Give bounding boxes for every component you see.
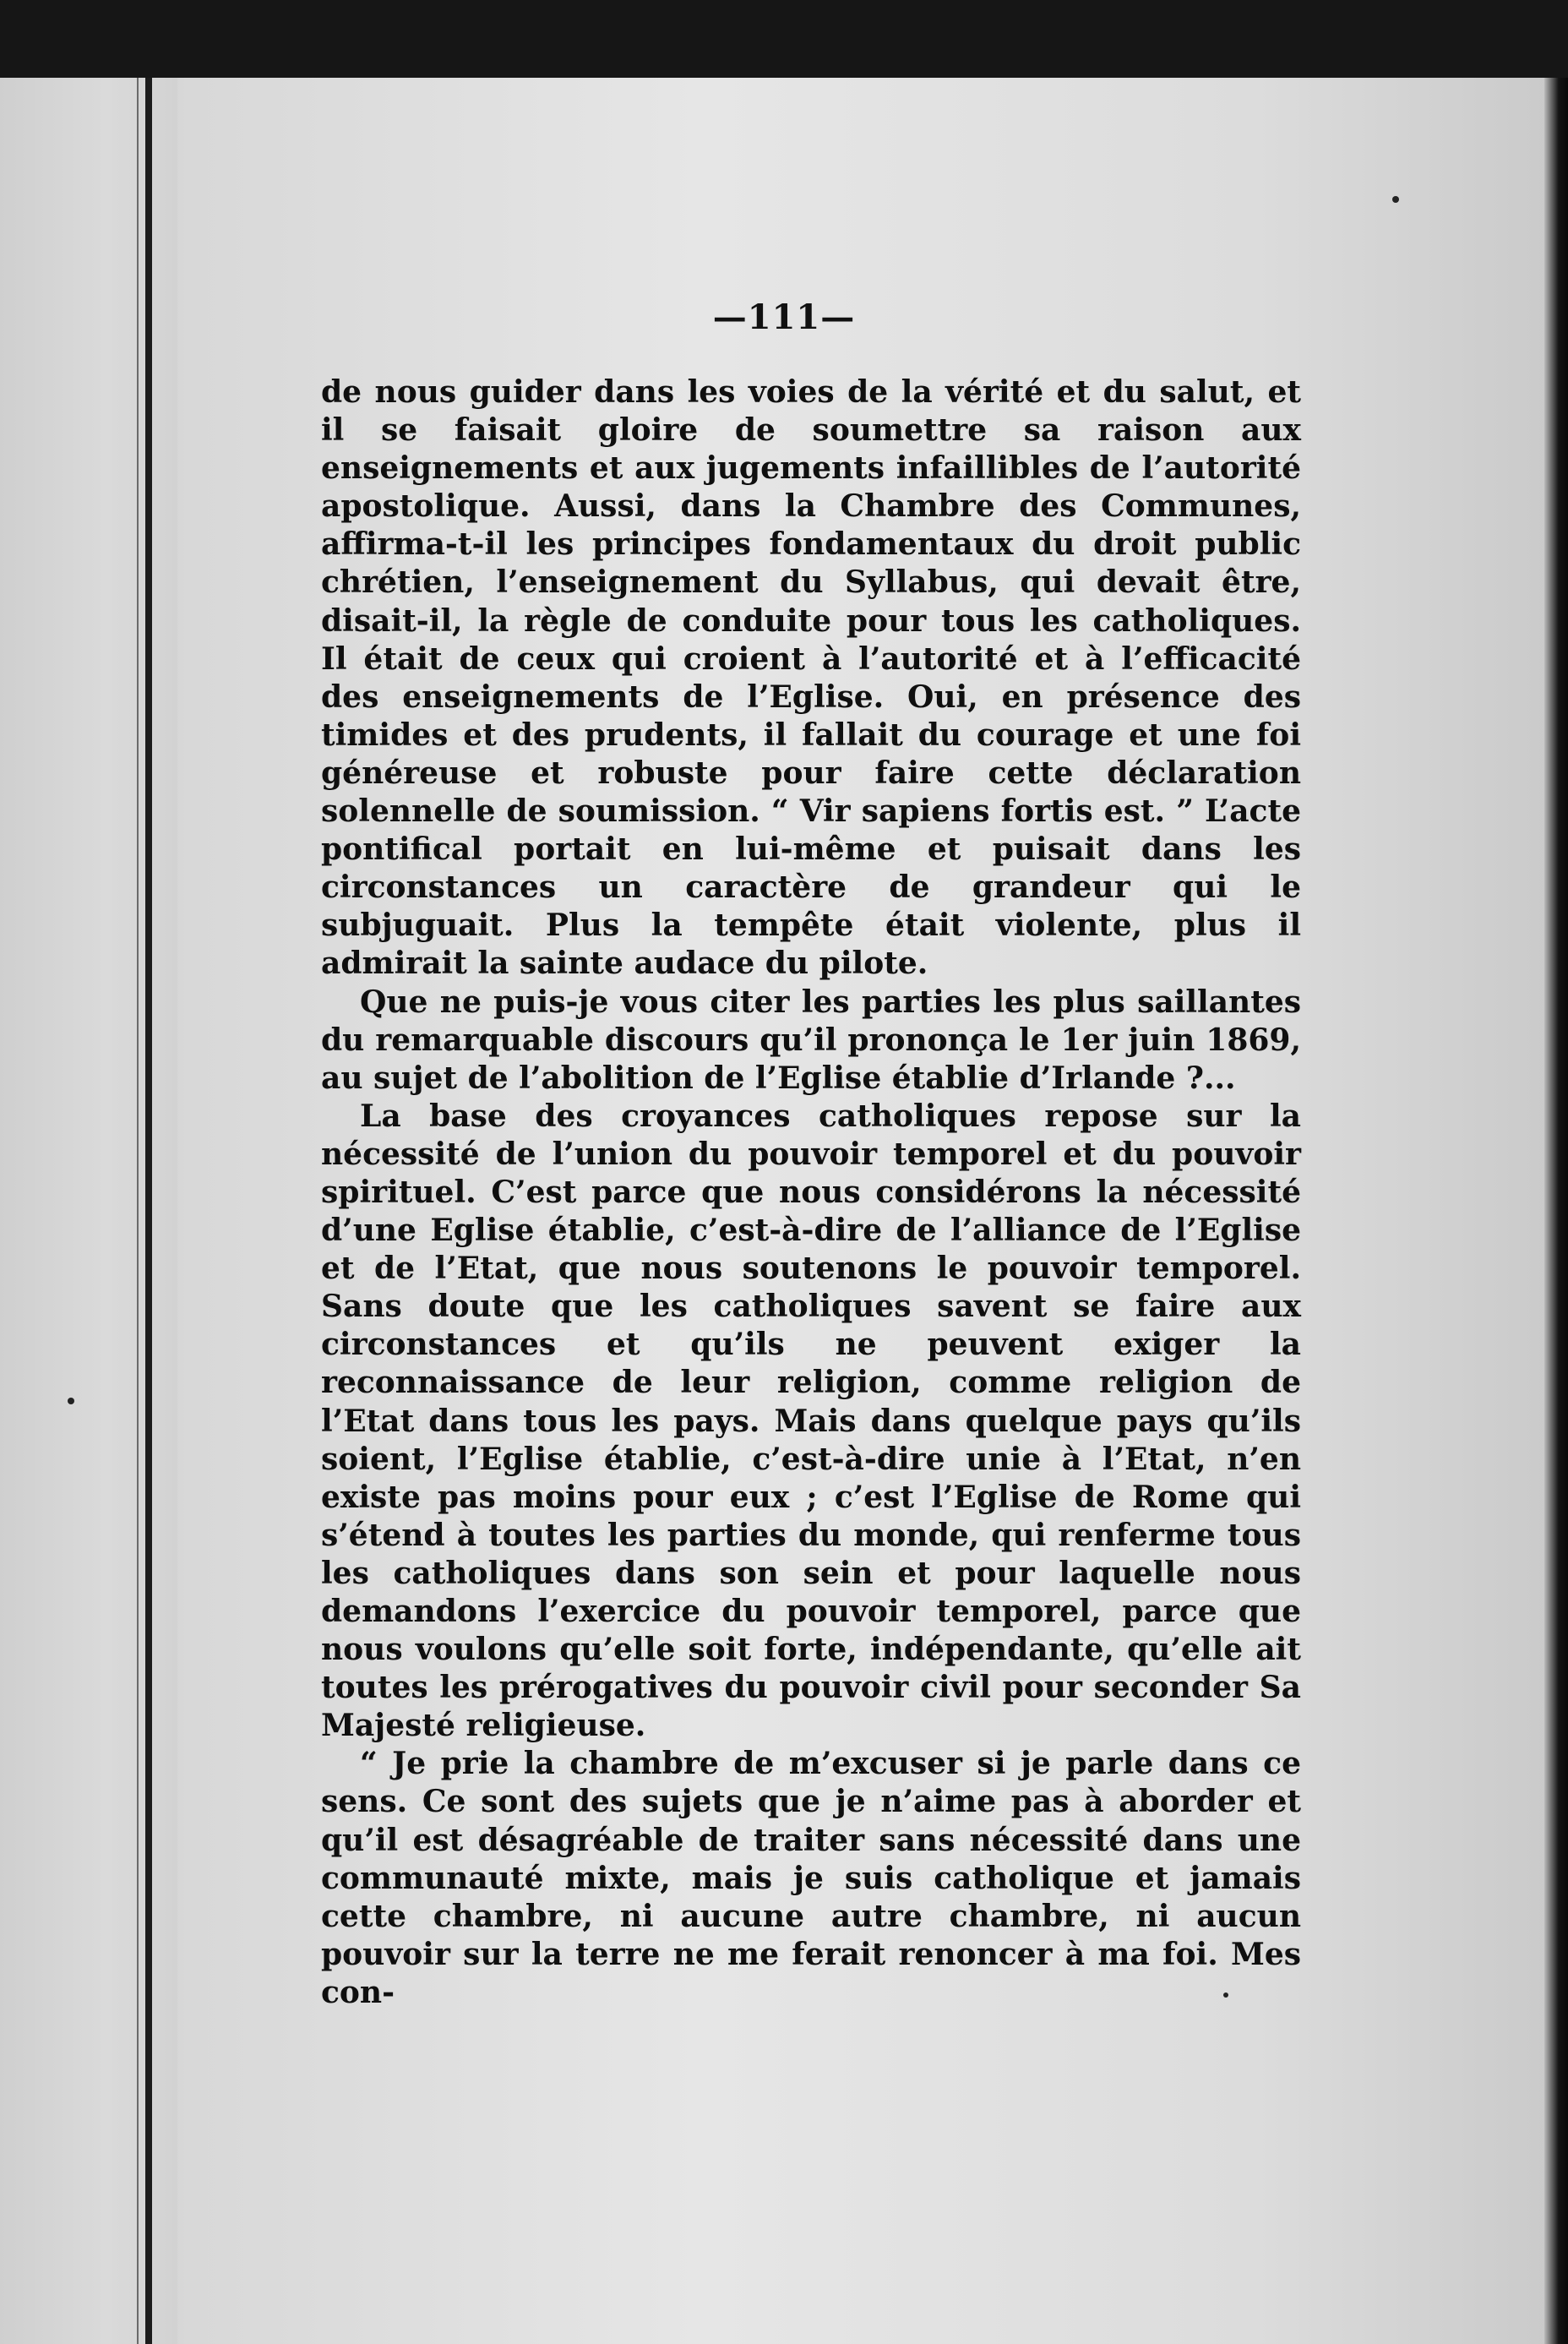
paragraph: Que ne puis-je vous citer les parties les plus saillantes du remarquable discours qu’il prononça le 1er juin 1869, au sujet de l’abolition de l’Eglise établie d’Irlande ?...	[321, 984, 1301, 1096]
binding-edge	[145, 78, 152, 2344]
paragraph: de nous guider dans les voies de la vérité et du salut, et il se faisait gloire de soumettre sa raison aux enseignements et aux jugements infaillibles de l’autorité apostolique. Aussi, dans la Chambre des Communes, affirma-t-il les principes fondamentaux du droit public chrétien, l’enseignement du Syllabus, qui devait être, disait-il, la règle de conduite pour tous les catholiques. Il était de ceux qui croient à l’autorité et à l’efficacité des enseignements de l’Eglise. Oui, en présence des timides et des prudents, il fallait du courage et une foi généreuse et robuste pour faire cette déclaration solennelle de soumission. “ Vir sapiens fortis est. ” L’acte pontifical portait en lui-même et puisait dans les circonstances un caractère de grandeur qui le subjuguait. Plus la tempête était violente, plus il admirait la sainte audace du pilote.	[321, 374, 1301, 982]
body-text	[321, 373, 1301, 2012]
scan-speck	[1392, 196, 1399, 203]
scan-speck	[68, 1398, 74, 1404]
paragraph: “ Je prie la chambre de m’excuser si je parle dans ce sens. Ce sont des sujets que je n’aime pas à aborder et qu’il est désagréable de traiter sans nécessité dans une communauté mixte, mais je suis catholique et jamais cette chambre, ni aucune autre chambre, ni aucun pouvoir sur la terre ne me ferait renoncer à ma foi. Mes con-	[321, 1746, 1301, 2010]
page-right-edge	[1544, 78, 1568, 2344]
paragraph: La base des croyances catholiques repose sur la nécessité de l’union du pouvoir temporel et du pouvoir spirituel. C’est parce que nous considérons la nécessité d’une Eglise établie, c’est-à-dire de l’alliance de l’Eglise et de l’Etat, que nous soutenons le pouvoir temporel. Sans doute que les catholiques savent se faire aux circonstances et qu’ils ne peuvent exiger la reconnaissance de leur religion, comme religion de l’Etat dans tous les pays. Mais dans quelque pays qu’ils soient, l’Eglise établie, c’est-à-dire unie à l’Etat, n’en existe pas moins pour eux ; c’est l’Eglise de Rome qui s’étend à toutes les parties du monde, qui renferme tous les catholiques dans son sein et pour laquelle nous demandons l’exercice du pouvoir temporel, parce que nous voulons qu’elle soit forte, indépendante, qu’elle ait toutes les prérogatives du pouvoir civil pour seconder Sa Majesté religieuse.	[321, 1098, 1301, 1744]
page-number: —111—	[712, 297, 856, 337]
scanned-page	[0, 78, 1568, 2344]
binding-edge-thin	[137, 78, 139, 2344]
